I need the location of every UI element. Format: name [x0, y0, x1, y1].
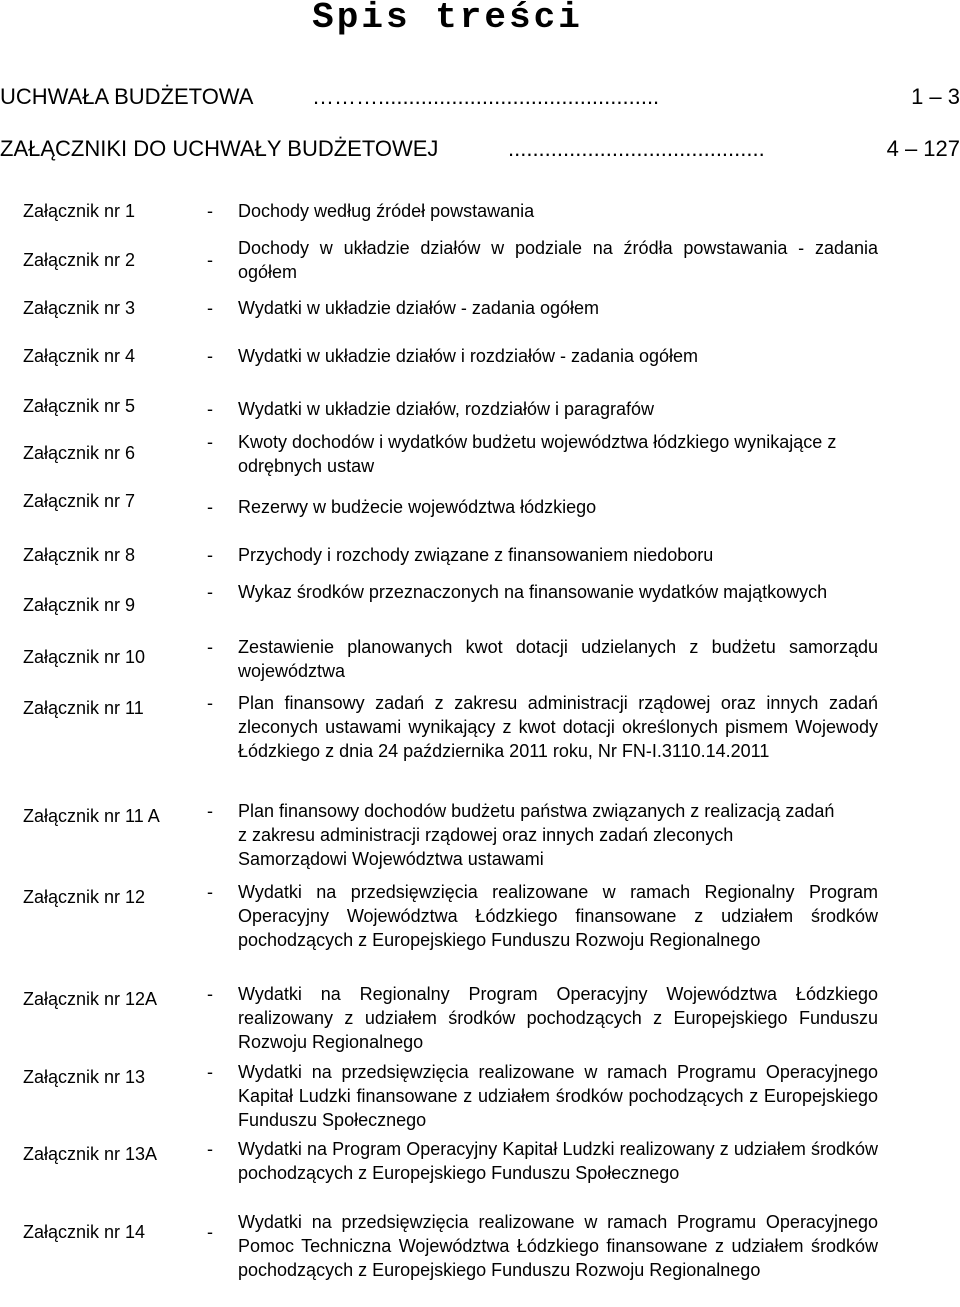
attachment-description: Wydatki na przedsięwzięcia realizowane w ramach Programu Operacyjnego Kapitał Ludzki finansowane z udziałem środków pochodzących z Europejskiego Funduszu Społecznego	[238, 1062, 878, 1130]
dash-separator: -	[207, 693, 213, 713]
attachment-description: Rezerwy w budżecie województwa łódzkiego	[238, 497, 597, 517]
attachment-description: Wydatki w układzie działów, rozdziałów i paragrafów	[238, 399, 655, 419]
attachment-label: Załącznik nr 4	[23, 346, 136, 366]
attachment-label: Załącznik nr 8	[23, 545, 136, 565]
attachment-label: Załącznik nr 13	[23, 1067, 146, 1087]
dash-separator: -	[207, 801, 213, 821]
dash-separator: -	[207, 582, 213, 602]
attachment-label: Załącznik nr 1	[23, 201, 136, 221]
attachment-description: Dochody według źródeł powstawania	[238, 201, 535, 221]
attachment-label: Załącznik nr 5	[23, 396, 136, 416]
toc-leader-dots: ..........................................	[508, 136, 765, 161]
dash-separator: -	[207, 346, 213, 366]
dash-separator: -	[207, 201, 213, 221]
dash-separator: -	[207, 882, 213, 902]
attachment-description: Zestawienie planowanych kwot dotacji udzielanych z budżetu samorządu województwa	[238, 637, 878, 681]
toc-entry-resolution[interactable]	[0, 82, 960, 112]
attachment-label: Załącznik nr 2	[23, 250, 136, 270]
dash-separator: -	[207, 497, 213, 517]
toc-entry-attachments[interactable]	[0, 134, 960, 164]
toc-page-range: 1 – 3	[911, 84, 960, 109]
dash-separator: -	[207, 1222, 213, 1242]
attachment-label: Załącznik nr 7	[23, 491, 136, 511]
attachment-description: Wydatki w układzie działów i rozdziałów - zadania ogółem	[238, 346, 699, 366]
dash-separator: -	[207, 298, 213, 318]
attachment-description: Wydatki na Regionalny Program Operacyjny Województwa Łódzkiego realizowany z udziałem środków pochodzących z Europejskiego Funduszu Rozwoju Regionalnego	[238, 984, 878, 1052]
attachment-label: Załącznik nr 9	[23, 595, 136, 615]
attachment-label: Załącznik nr 3	[23, 298, 136, 318]
toc-entry-label: ZAŁĄCZNIKI DO UCHWAŁY BUDŻETOWEJ	[0, 136, 439, 161]
attachment-label: Załącznik nr 14	[23, 1222, 146, 1242]
attachment-description: Plan finansowy zadań z zakresu administracji rządowej oraz innych zadań zleconych ustawami wynikający z kwot dotacji określonych pismem Wojewody Łódzkiego z dnia 24 października 2011 roku, Nr FN-I.3110.14.2011	[238, 693, 878, 761]
dash-separator: -	[207, 250, 213, 270]
attachment-description: Dochody w układzie działów w podziale na źródła powstawania - zadania ogółem	[238, 238, 878, 282]
attachment-label: Załącznik nr 12	[23, 887, 146, 907]
attachment-label: Załącznik nr 10	[23, 647, 146, 667]
attachment-description: Wydatki w układzie działów - zadania ogółem	[238, 298, 600, 318]
dash-separator: -	[207, 1062, 213, 1082]
dash-separator: -	[207, 432, 213, 452]
attachment-description: Plan finansowy dochodów budżetu państwa związanych z realizacją zadań z zakresu administracji rządowej oraz innych zadań zleconych Samorządowi Województwa ustawami	[238, 801, 835, 869]
attachment-label: Załącznik nr 11	[23, 698, 144, 718]
toc-page-range: 4 – 127	[886, 136, 960, 161]
attachment-description: Wydatki na przedsięwzięcia realizowane w ramach Regionalny Program Operacyjny Województwa Łódzkiego finansowane z udziałem środków pochodzących z Europejskiego Funduszu Rozwoju Regionalnego	[238, 882, 878, 950]
toc-leader-dots: ………..............................................	[312, 84, 660, 109]
attachment-label: Załącznik nr 11 A	[23, 806, 160, 826]
attachment-description: Przychody i rozchody związane z finansowaniem niedoboru	[238, 545, 714, 565]
attachment-description: Wydatki na Program Operacyjny Kapitał Ludzki realizowany z udziałem środków pochodzących z Europejskiego Funduszu Społecznego	[238, 1139, 878, 1183]
dash-separator: -	[207, 399, 213, 419]
page-title: Spis treści	[312, 0, 583, 38]
toc-entry-label: UCHWAŁA BUDŻETOWA	[0, 84, 254, 109]
dash-separator: -	[207, 637, 213, 657]
attachment-description: Kwoty dochodów i wydatków budżetu województwa łódzkiego wynikające z odrębnych ustaw	[238, 432, 837, 476]
dash-separator: -	[207, 1139, 213, 1159]
attachment-description: Wykaz środków przeznaczonych na finansowanie wydatków majątkowych	[238, 582, 828, 602]
attachment-description: Wydatki na przedsięwzięcia realizowane w ramach Programu Operacyjnego Pomoc Techniczna Województwa Łódzkiego finansowane z udziałem środków pochodzących z Europejskiego Funduszu Rozwoju Regionalnego	[238, 1212, 878, 1280]
attachment-label: Załącznik nr 13A	[23, 1144, 158, 1164]
attachment-label: Załącznik nr 12A	[23, 989, 158, 1009]
dash-separator: -	[207, 545, 213, 565]
attachment-label: Załącznik nr 6	[23, 443, 136, 463]
dash-separator: -	[207, 984, 213, 1004]
